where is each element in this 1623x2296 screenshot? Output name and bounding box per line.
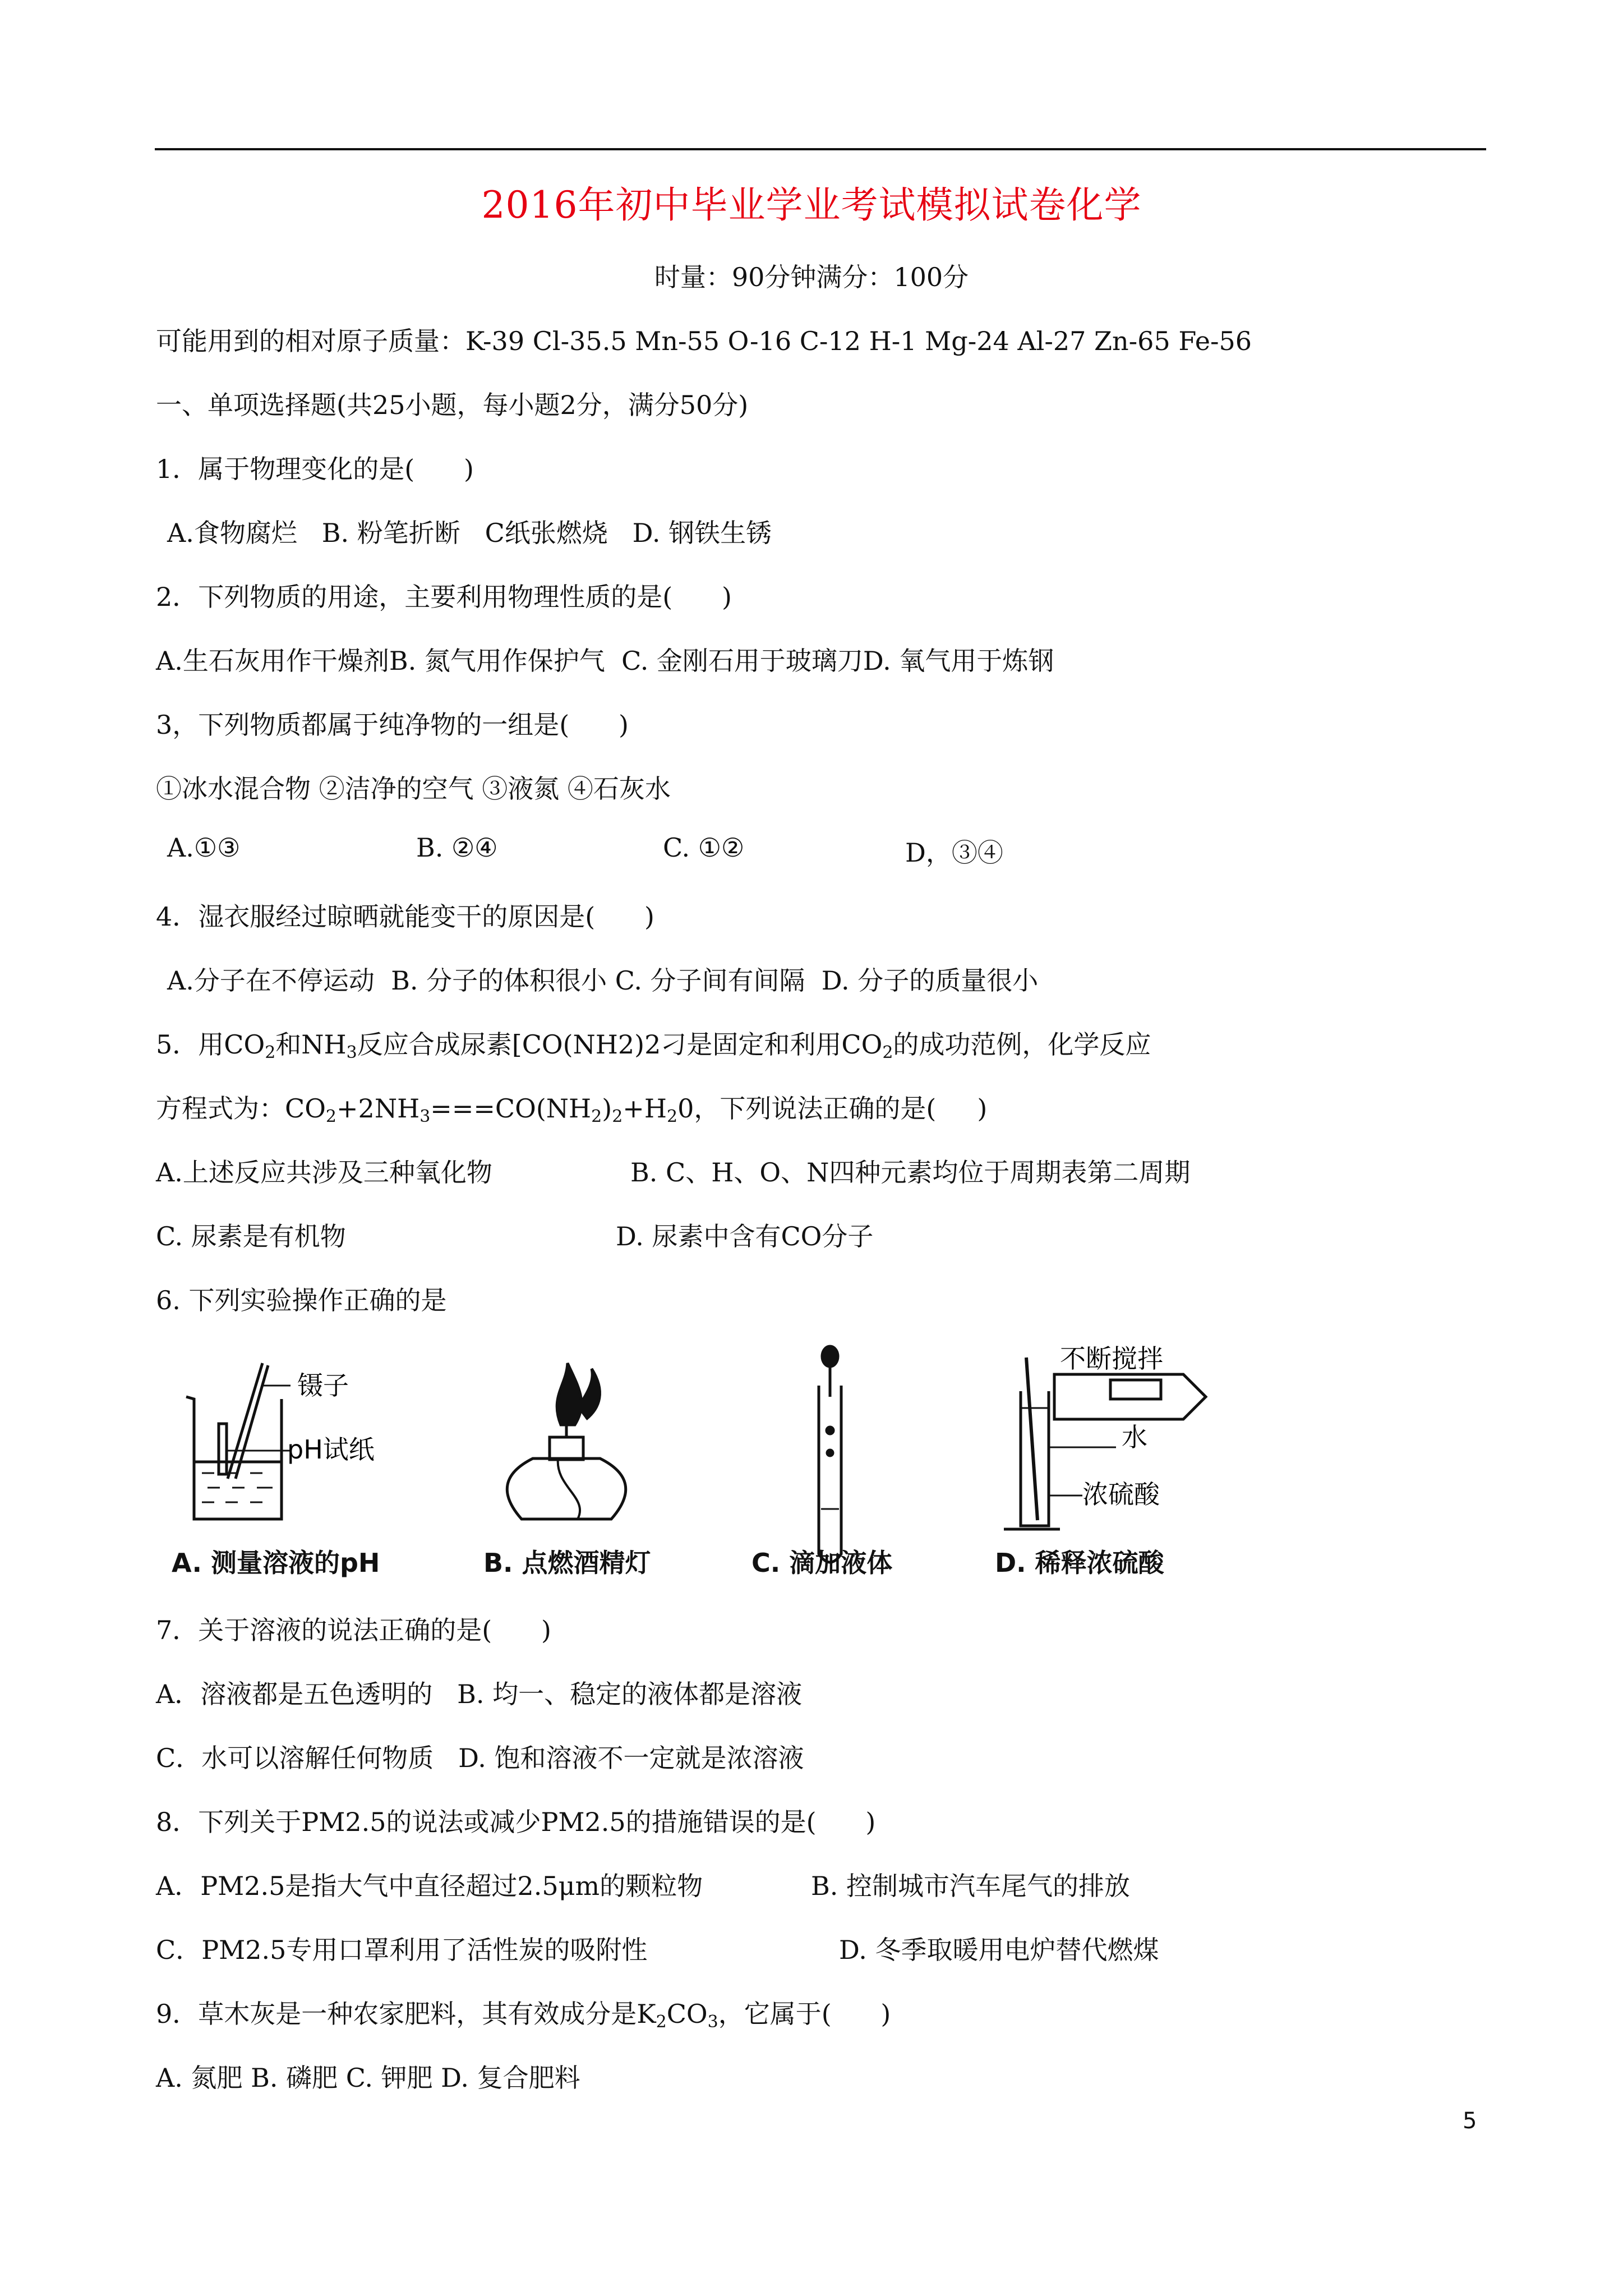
q2-options: A.生石灰用作干燥剂B. 氮气用作保护气 C. 金刚石用于玻璃刀D. 氧气用于炼钢 [156,646,1054,676]
q7-options-ab: A．溶液都是五色透明的 B. 均一、稳定的液体都是溶液 [156,1679,803,1709]
q5-option-c: C. 尿素是有机物 [156,1221,346,1251]
label-acid: 浓硫酸 [1082,1479,1160,1510]
label-water: 水 [1122,1422,1147,1452]
q3-option-a: A.①③ [167,832,241,863]
beaker-figure [186,1363,291,1519]
alcohol-lamp-figure [507,1363,625,1519]
q3-option-d: D，③④ [905,838,1003,868]
q8-option-b: B. 控制城市汽车尾气的排放 [811,1871,1131,1901]
q2-stem: 2．下列物质的用途，主要利用物理性质的是( ) [156,582,732,612]
header-rule [155,148,1486,150]
q6-stem: 6. 下列实验操作正确的是 [156,1285,447,1315]
q1-options: A.食物腐烂 B. 粉笔折断 C纸张燃烧 D. 钢铁生锈 [167,518,772,548]
q3-items: ①冰水混合物 ②洁净的空气 ③液氮 ④石灰水 [156,774,671,804]
dropper-figure [819,1346,841,1562]
q9-stem: 9．草木灰是一种农家肥料，其有效成分是$K_2CO_3$，它属于( ) [156,1999,891,2032]
q8-option-a: A．PM2.5是指大气中直径超过2.5μm的颗粒物 [156,1871,703,1901]
q5-stem-line2: 方程式为：$CO_2+2NH_3===CO(NH_2)_2+H_20$，下列说法正确的是( ) [156,1093,988,1126]
exam-title: 2016年初中毕业学业考试模拟试卷化学 [481,183,1142,227]
q3-option-b: B. ②④ [416,832,498,863]
q3-stem: 3，下列物质都属于纯净物的一组是( ) [156,710,629,740]
label-ph-paper: pH试纸 [287,1434,375,1465]
atomic-masses: 可能用到的相对原子质量：K-39 Cl-35.5 Mn-55 O-16 C-12 H-1 Mg-24 Al-27 Zn-65 Fe-56 [156,326,1252,356]
q6-caption-c: C. 滴加液体 [751,1548,893,1578]
q5-option-b: B. C、H、O、N四种元素均位于周期表第二周期 [630,1157,1191,1188]
q5-stem-line1: 5．用$CO_2$和$NH_3$反应合成尿素[CO(NH2)2刁是固定和利用$CO_2$的成功范例，化学反应 [156,1029,1151,1062]
q8-option-c: C．PM2.5专用口罩利用了活性炭的吸附性 [156,1935,648,1965]
label-stir: 不断搅拌 [1060,1343,1163,1374]
q8-option-d: D. 冬季取暖用电炉替代燃煤 [839,1935,1159,1965]
q8-stem: 8．下列关于PM2.5的说法或减少PM2.5的措施错误的是( ) [156,1807,876,1837]
exam-time-info: 时量：90分钟满分：100分 [654,262,969,292]
q4-stem: 4．湿衣服经过晾晒就能变干的原因是( ) [156,901,654,932]
q6-caption-a: A. 测量溶液的pH [172,1548,380,1578]
q6-caption-d: D. 稀释浓硫酸 [995,1548,1164,1578]
q9-options: A. 氮肥 B. 磷肥 C. 钾肥 D. 复合肥料 [156,2063,580,2093]
q3-option-c: C. ①② [663,832,745,863]
q1-stem: 1．属于物理变化的是( ) [156,454,474,484]
q5-option-a: A.上述反应共涉及三种氧化物 [156,1157,492,1188]
q4-options: A.分子在不停运动 B. 分子的体积很小 C. 分子间有间隔 D. 分子的质量很小 [167,965,1039,996]
q6-caption-b: B. 点燃酒精灯 [483,1548,651,1578]
q7-options-cd: C．水可以溶解任何物质 D. 饱和溶液不一定就是浓溶液 [156,1743,804,1773]
section-heading: 一、单项选择题(共25小题，每小题2分，满分50分) [156,390,749,420]
q7-stem: 7．关于溶液的说法正确的是( ) [156,1615,551,1645]
label-tweezers: 镊子 [297,1370,349,1401]
q5-option-d: D. 尿素中含有CO分子 [616,1221,874,1251]
page-number: 5 [1463,2108,1477,2134]
